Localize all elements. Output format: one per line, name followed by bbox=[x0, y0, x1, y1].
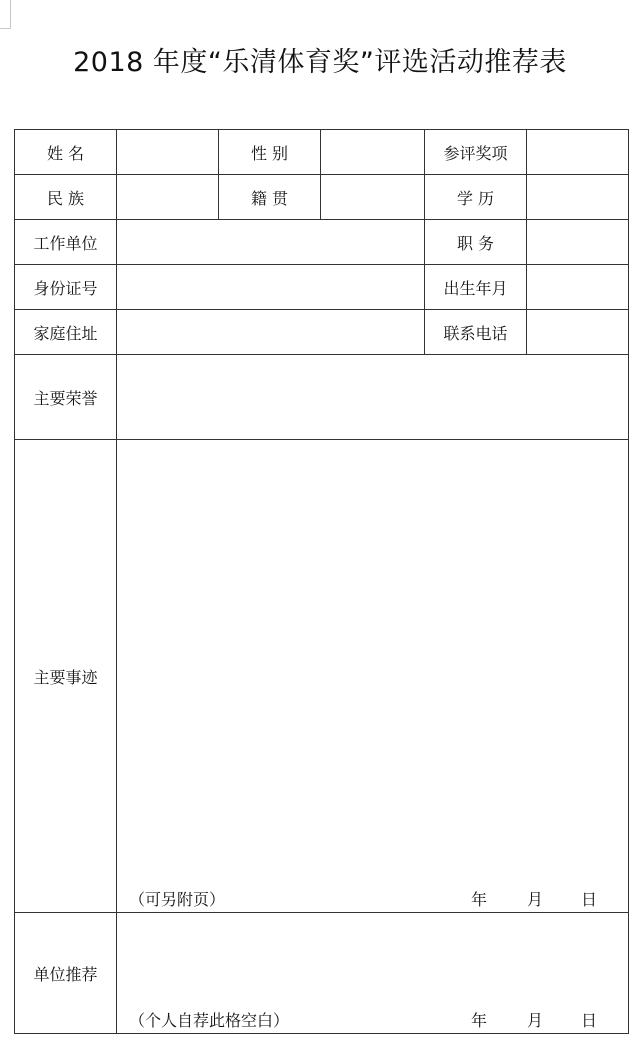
address-input-cell[interactable] bbox=[117, 310, 425, 355]
unit-note: （个人自荐此格空白） bbox=[129, 1011, 290, 1030]
id-number-label: 身份证号 bbox=[15, 265, 117, 310]
workplace-input-cell[interactable] bbox=[117, 220, 425, 265]
deeds-footer bbox=[129, 887, 616, 909]
form-row-honors bbox=[15, 355, 629, 440]
gender-input-cell[interactable] bbox=[321, 130, 425, 175]
phone-input-cell[interactable] bbox=[527, 310, 629, 355]
unit-date-day-label: 日 bbox=[581, 1011, 598, 1030]
position-label: 职 务 bbox=[425, 220, 527, 265]
award-input-cell[interactable] bbox=[527, 130, 629, 175]
form-row-unit bbox=[15, 913, 629, 1034]
deeds-input-cell[interactable] bbox=[117, 440, 629, 913]
form-row-deeds bbox=[15, 440, 629, 913]
unit-recommend-input-cell[interactable] bbox=[117, 913, 629, 1034]
form-row-id bbox=[15, 265, 629, 310]
position-input-cell[interactable] bbox=[527, 220, 629, 265]
id-number-input-cell[interactable] bbox=[117, 265, 425, 310]
unit-recommend-label: 单位推荐 bbox=[15, 913, 117, 1034]
ethnicity-label: 民 族 bbox=[15, 175, 117, 220]
form-row-workplace bbox=[15, 220, 629, 265]
honors-input-cell[interactable] bbox=[117, 355, 629, 440]
birth-label: 出生年月 bbox=[425, 265, 527, 310]
form-row-name bbox=[15, 130, 629, 175]
address-label: 家庭住址 bbox=[15, 310, 117, 355]
hometown-label: 籍 贯 bbox=[219, 175, 321, 220]
unit-footer bbox=[129, 1008, 616, 1030]
form-row-address bbox=[15, 310, 629, 355]
deeds-note: （可另附页） bbox=[129, 890, 226, 909]
date-year-label: 年 bbox=[471, 890, 488, 909]
workplace-label: 工作单位 bbox=[15, 220, 117, 265]
honors-label: 主要荣誉 bbox=[15, 355, 117, 440]
birth-input-cell[interactable] bbox=[527, 265, 629, 310]
name-label: 姓 名 bbox=[15, 130, 117, 175]
name-input-cell[interactable] bbox=[117, 130, 219, 175]
phone-label: 联系电话 bbox=[425, 310, 527, 355]
unit-date-year-label: 年 bbox=[471, 1011, 488, 1030]
form-title: 2018 年度“乐清体育奖”评选活动推荐表 bbox=[73, 47, 567, 78]
gender-label: 性 别 bbox=[219, 130, 321, 175]
date-day-label: 日 bbox=[581, 890, 598, 909]
award-label: 参评奖项 bbox=[425, 130, 527, 175]
date-month-label: 月 bbox=[527, 890, 544, 909]
education-input-cell[interactable] bbox=[527, 175, 629, 220]
page-corner-mark bbox=[0, 0, 11, 29]
unit-date-month-label: 月 bbox=[527, 1011, 544, 1030]
education-label: 学 历 bbox=[425, 175, 527, 220]
ethnicity-input-cell[interactable] bbox=[117, 175, 219, 220]
hometown-input-cell[interactable] bbox=[321, 175, 425, 220]
deeds-label: 主要事迹 bbox=[15, 440, 117, 913]
recommendation-form-table bbox=[14, 129, 629, 1034]
form-row-ethnicity bbox=[15, 175, 629, 220]
